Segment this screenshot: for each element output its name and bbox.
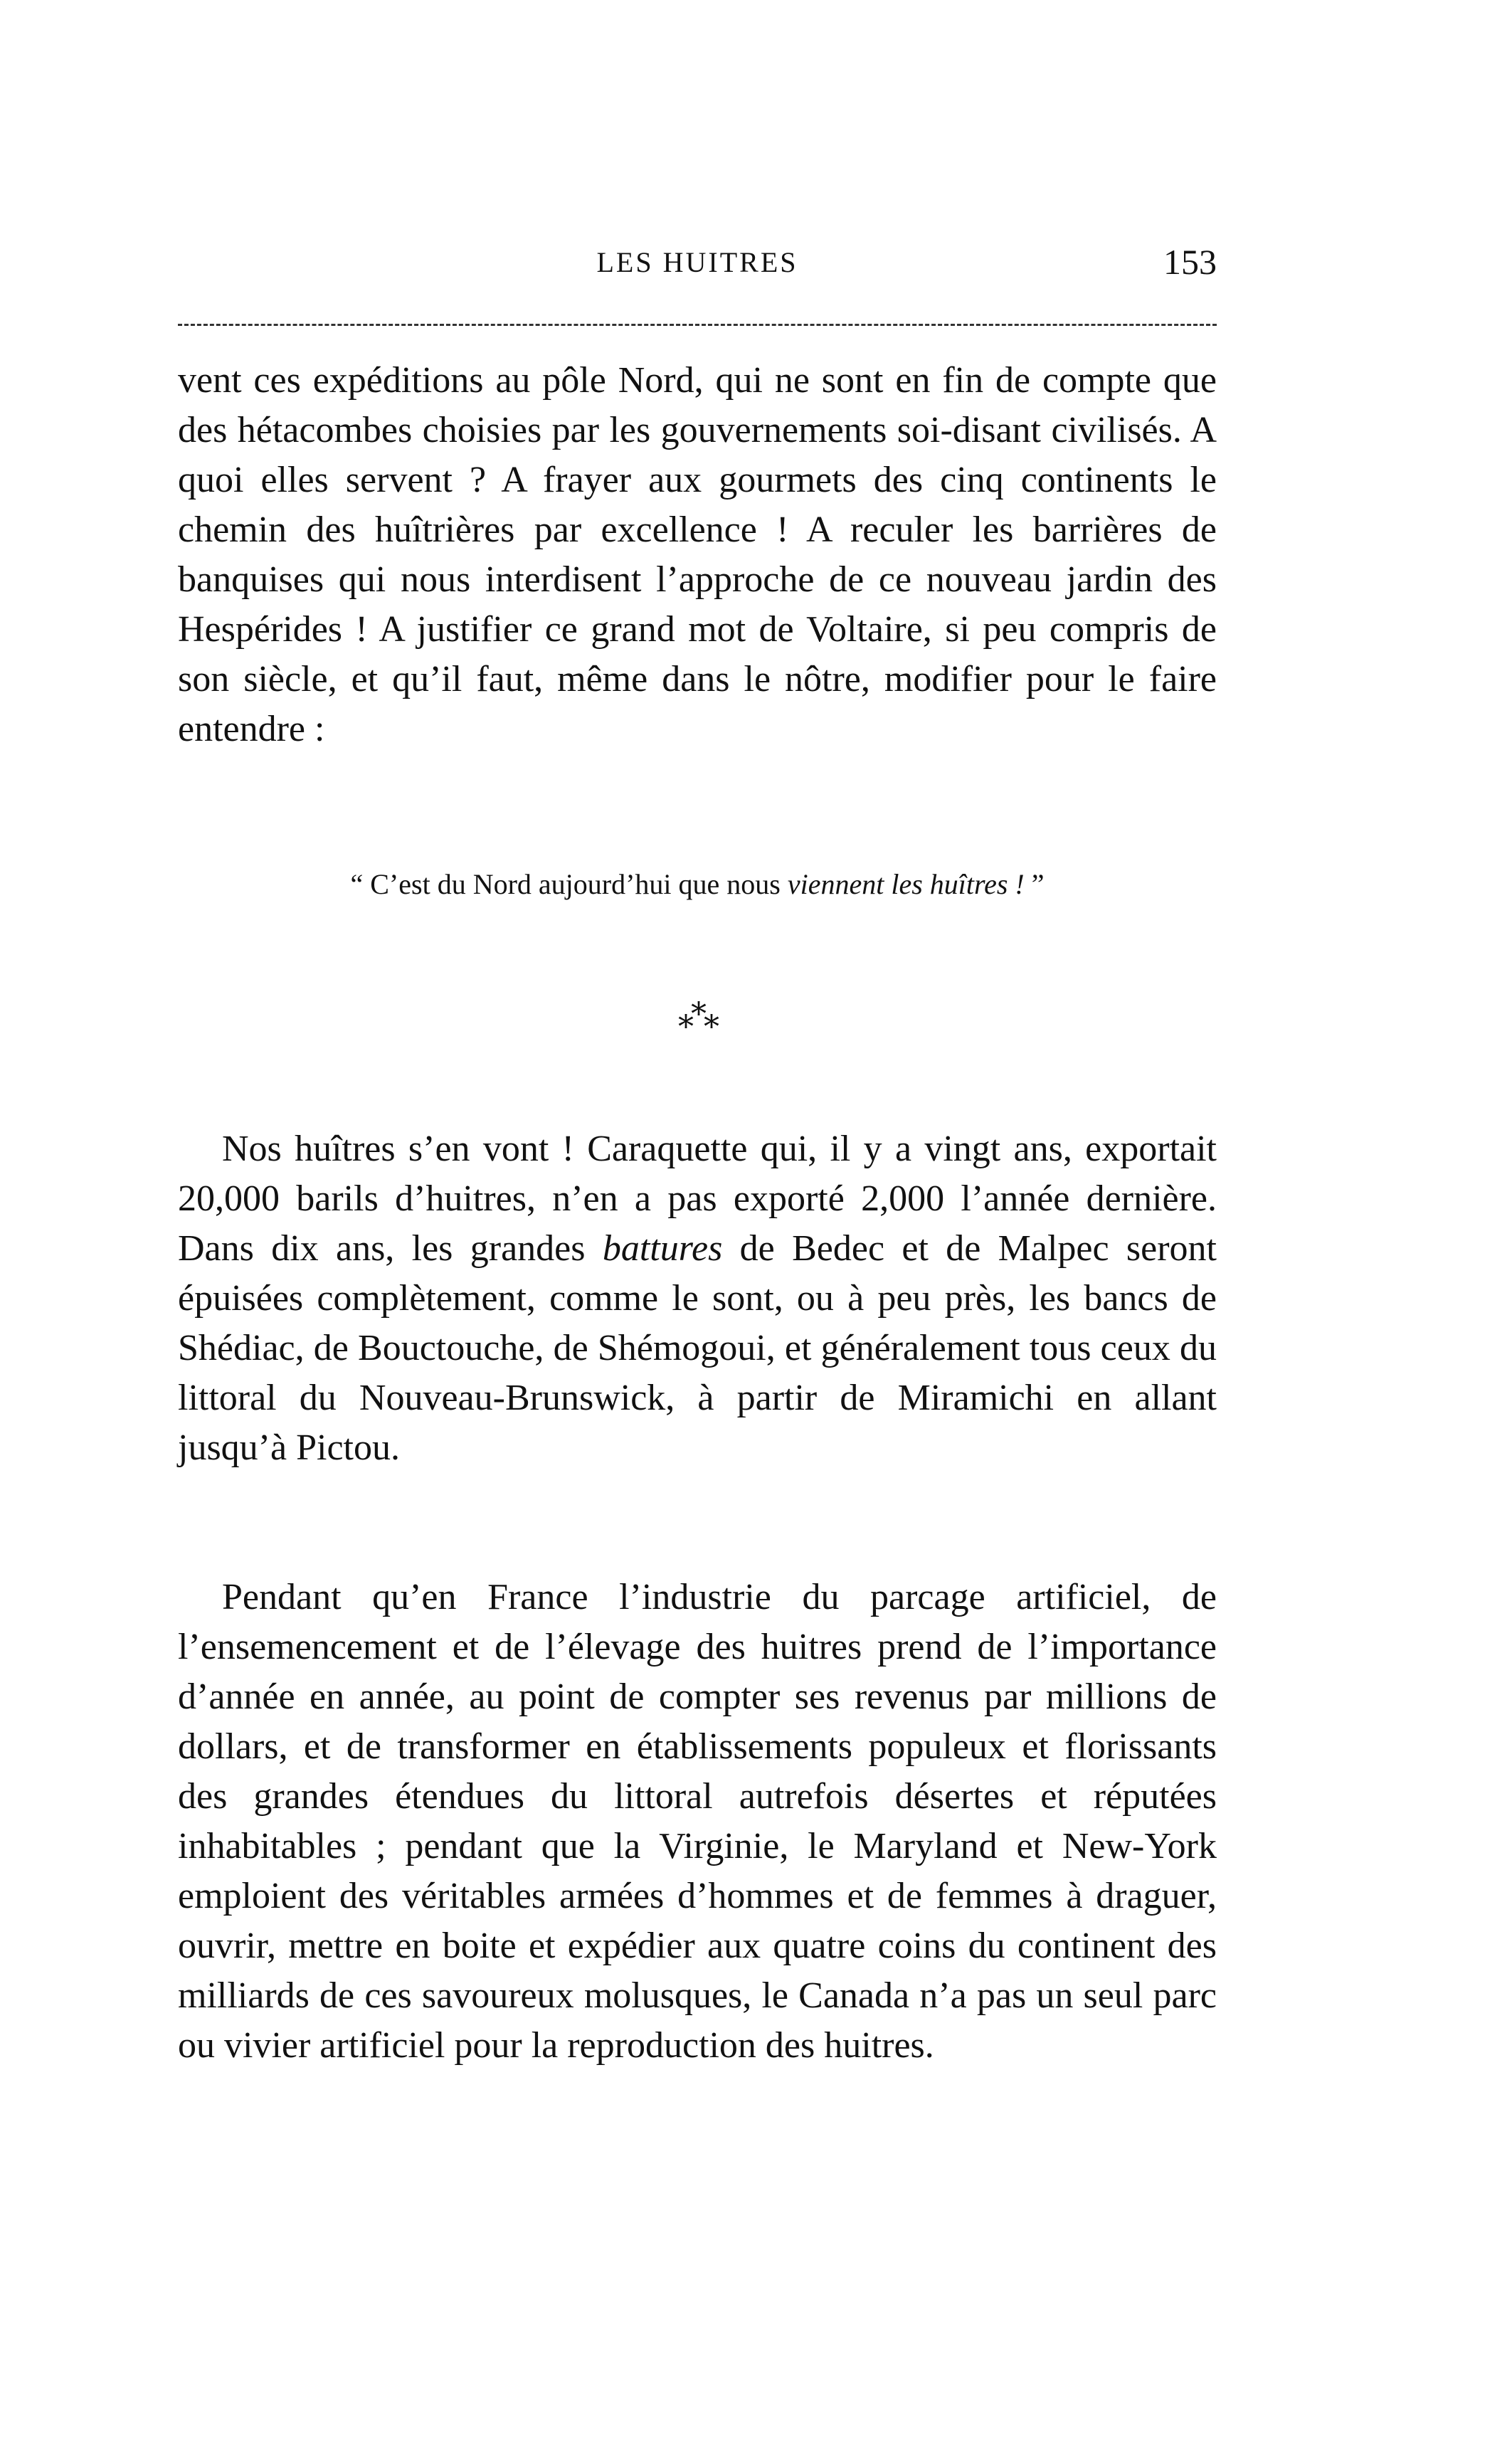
- asterism-divider: [178, 986, 1217, 1039]
- paragraph-2-start: Nos huîtres s’en vont ! Caraquette qui, il y a vingt ans, exportait 20,000 barils d’huitres, n’en a pas exporté 2,000 l’année dernière. Dans dix ans, les grandes: [178, 1129, 1217, 1269]
- asterism-star-top: ⁎: [691, 986, 704, 1023]
- running-head: [178, 242, 1217, 288]
- page-number: 153: [1163, 242, 1217, 282]
- paragraph-oysters-decline: [178, 1124, 1217, 1473]
- running-title: LES HUITRES: [596, 246, 798, 278]
- paragraph-oyster-industry: Pendant qu’en France l’industrie du parcage artificiel, de l’ensemencement et de l’élevage des huitres prend de l’importance d’année en année, au point de compter ses revenus par millions de dollars, et de transformer en établissements populeux et florissants des grandes étendues du littoral autrefois désertes et réputées inhabitables ; pendant que la Virginie, le Maryland et New-York emploient des véritables armées d’hommes et de femmes à draguer, ouvrir, mettre en boite et expédier aux quatre coins du continent des milliards de ces savoureux molusques, le Canada n’a pas un seul parc ou vivier artificiel pour la reproduction des huitres.: [178, 1577, 1217, 2066]
- paragraph-2-end: de Bedec et de Malpec seront épuisées complètement, comme le sont, ou à peu près, les bancs de Shédiac, de Bouctouche, de Shémogoui, et généralement tous ceux du littoral du Nouveau-Brunswick, à partir de Miramichi en allant jusqu’à Pictou.: [178, 1228, 1217, 1468]
- paragraph-2-italic: battures: [602, 1228, 723, 1269]
- quote-text: “ C’est du Nord aujourd’hui que nous: [350, 868, 788, 900]
- quote-italic-text: viennent les huîtres !: [787, 868, 1025, 900]
- asterism-star-right: ⁎: [704, 999, 717, 1035]
- asterism-star-left: ⁎: [678, 999, 691, 1035]
- quote-close: ”: [1024, 868, 1045, 900]
- paragraph-continued: vent ces expéditions au pôle Nord, qui ne sont en fin de compte que des hétacombes choisies par les gouvernements soi-disant civilisés. A quoi elles servent ? A frayer aux gourmets des cinq continents le chemin des huîtrières par excellence ! A reculer les barrières de banquises qui nous interdisent l’approche de ce nouveau jardin des Hespérides ! A justifier ce grand mot de Voltaire, si peu compris de son siècle, et qu’il faut, même dans le nôtre, modifier pour le faire entendre :: [178, 360, 1217, 749]
- header-rule: [178, 324, 1217, 326]
- voltaire-quote: [178, 865, 1217, 904]
